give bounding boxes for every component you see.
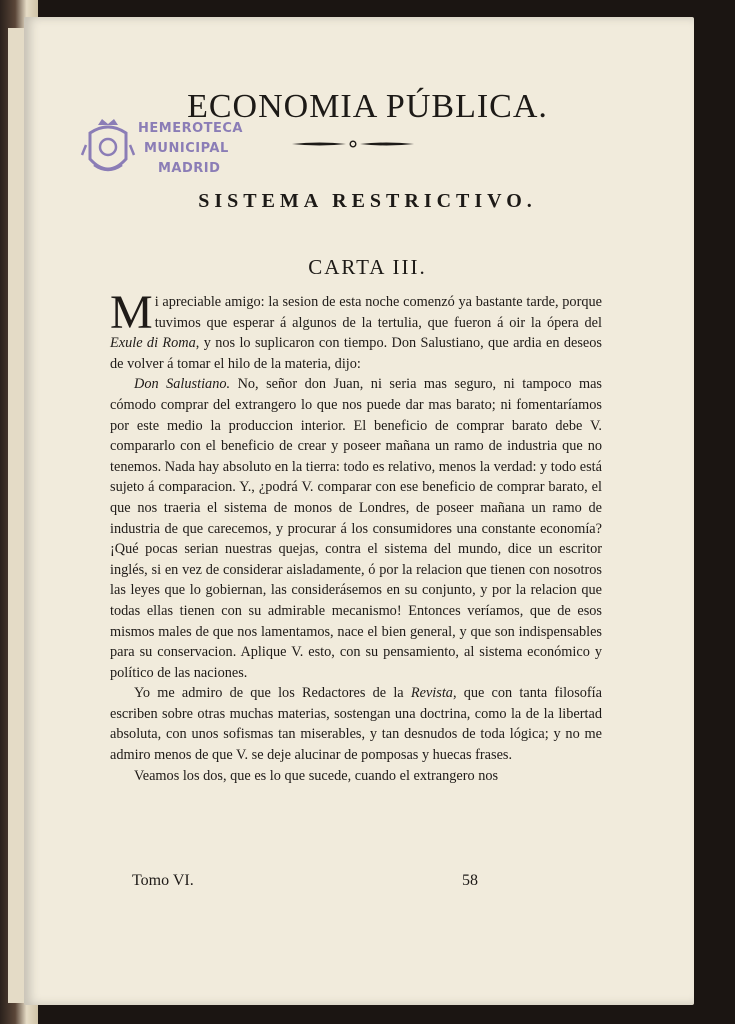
paragraph-4: Veamos los dos, que es lo que sucede, cuando el extrangero nos — [134, 767, 499, 784]
paragraph-2 — [110, 374, 602, 683]
volume-label: Tomo VI. — [132, 872, 194, 889]
ornamental-rule — [290, 140, 416, 148]
opera-title: Exule di Roma — [110, 335, 196, 352]
article-body — [110, 286, 602, 786]
speaker-name: Don Salustiano. — [134, 376, 231, 393]
signature-mark: 58 — [462, 872, 478, 889]
journal-name: Revista — [410, 685, 453, 702]
p2-text: No, señor don Juan, ni seria mas seguro, ni tampoco mas cómodo comprar del extrangero lo que nos puede dar mas barato; ni fomentaríamos por este medio la produccion interior. El beneficio de comprar barato debe V. compararlo con el beneficio de crear y poseer mañana un ramo de industria que no tenemos. Nada hay absoluto en la tierra: todo es relativo, menos la verdad: y todo está sujeto á comparacion. Y., ¿podrá V. comparar con ese beneficio de comprar barato, el que nos traeria el sistema de monos de Londres, de poseer mañana un ramo de industria de que carecemos, y procurar á los consumidores una constante economía? ¡Qué pocas serian nuestras quejas, contra el sistema del mundo, dice un escritor inglés, si en vez de considerar aisladamente, ó por la relacion que tienen con nosotros las leyes que lo gobiernan, las considerásemos en su conjunto, y por la relacion que todas ellas tienen con su admirable mecanismo! Entonces veríamos, que de esos mismos males de que nos lamentamos, nace el bien general, y que son indispensables para su conservacion. Aplique V. esto, con su pensamiento, al sistema económico y político de las naciones. — [110, 376, 602, 681]
paragraph-1 — [110, 286, 602, 374]
p3-text-a: Yo me admiro de que los Redactores de la — [134, 685, 411, 702]
letter-heading: CARTA III. — [308, 255, 427, 279]
paragraph-3 — [110, 683, 602, 765]
p3-text-b: , que con tanta filosofía escriben sobre otras muchas materias, sostengan una doctrina, como la de la libertad absoluta, con unos sofismas tan miserables, y tan desnudos de toda lógica; y no me admiro menos de que V. se deje alucinar de pomposas y huecas frases. — [110, 685, 602, 764]
stamp-line-1: HEMEROTECA — [138, 121, 243, 136]
stamp-line-2: MUNICIPAL — [144, 141, 229, 156]
section-subtitle: SISTEMA RESTRICTIVO. — [198, 190, 537, 212]
page-title: ECONOMIA PÚBLICA. — [187, 88, 548, 125]
p1-text-b: , y nos lo suplicaron con tiempo. Don Salustiano, que ardia en deseos de volver á tomar el hilo de la materia, dijo: — [110, 335, 602, 372]
drop-cap: M — [110, 286, 153, 339]
p1-text-a: i apreciable amigo: la sesion de esta noche comenzó ya bastante tarde, porque tuvimos que esperar á algunos de la tertulia, que fueron á oir la ópera del — [154, 294, 602, 331]
stamp-line-3: MADRID — [158, 161, 221, 176]
